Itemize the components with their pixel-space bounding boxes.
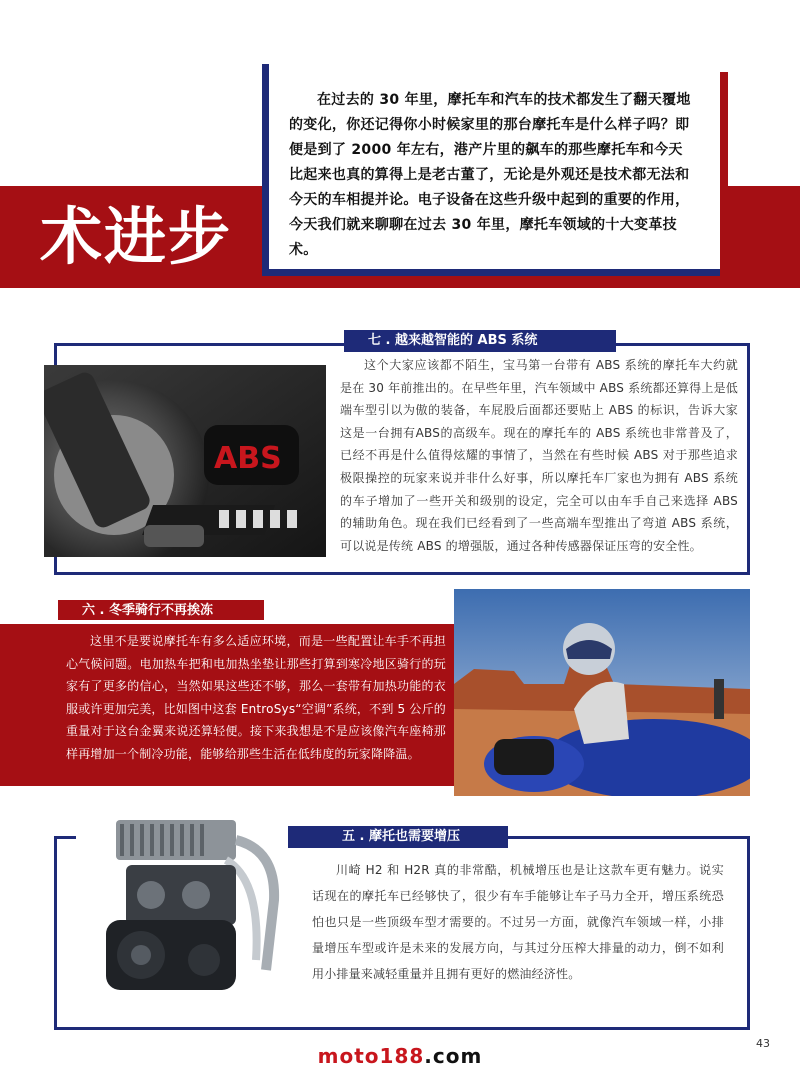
rider-desert-photo: [454, 589, 750, 796]
page-title: 术进步: [40, 200, 233, 273]
abs-logo-text: ABS: [214, 441, 282, 476]
section-abs-heading: 七 . 越来越智能的 ABS 系统: [344, 330, 616, 352]
intro-box: [262, 64, 720, 276]
page-number: 43: [756, 1037, 770, 1050]
site-logo-brand: moto188: [317, 1044, 425, 1068]
section-abs-body: 这个大家应该都不陌生，宝马第一台带有 ABS 系统的摩托车大约就是在 30 年前推出的。在早些年里，汽车领域中 ABS 系统都还算得上是低端车型引以为傲的装备，车屁股后面都还要贴上 ABS 的标识，告诉大家这是一台拥有ABS的高级车。现在的摩托车的 ABS 系统也非常普及了，已经不再是什么值得炫耀的事情了，当然在有些时候 ABS 对于那些追求极限操控的玩家来说并非什么好事，所以摩托车厂家也为拥有 ABS 系统的车子增加了一些开关和级别的设定，完全可以由车手自己来选择 ABS 的辅助角色。现在我们已经看到了一些高端车型推出了弯道 ABS 系统，可以说是传统 ABS 的增强版，通过各种传感器保证压弯的安全性。: [340, 358, 738, 553]
footer-site-logo[interactable]: [0, 1044, 800, 1068]
winter-red-strip: [0, 624, 56, 786]
turbo-engine-photo: [76, 810, 288, 1004]
section-winter-body: 这里不是要说摩托车有多么适应环境，而是一些配置让车手不再担心气候问题。电加热车把和电加热坐垫让那些打算到寒冷地区骑行的玩家有了更多的信心，当然如果这些还不够，那么一套带有加热功能的衣服或许更加完美，比如图中这套 EntroSys“空调”系统，不到 5 公斤的重量对于这台金翼来说还算轻便。接下来我想是不是应该像汽车座椅那样再增加一个制冷功能，能够给那些生活在低纬度的玩家降降温。: [66, 634, 446, 761]
site-logo-domain: .com: [424, 1044, 483, 1068]
section-turbo-body: 川崎 H2 和 H2R 真的非常酷，机械增压也是让这款车更有魅力。说实话现在的摩托车已经够快了，很少有车手能够让车子马力全开，增压系统恐怕也只是一些顶级车型才需要的。不过另一方面，就像汽车领域一样，小排量增压车型或许是未来的发展方向，与其过分压榨大排量的动力，倒不如利用小排量来减轻重量并且拥有更好的燃油经济性。: [312, 863, 724, 981]
abs-motorcycle-photo: [44, 365, 326, 557]
intro-paragraph: 在过去的 30 年里，摩托车和汽车的技术都发生了翻天覆地的变化，你还记得你小时候家里的那台摩托车是什么样子吗？即便是到了 2000 年左右，港产片里的飙车的那些摩托车和今天比起来也真的算得上是老古董了，无论是外观还是技术都无法和今天的车相提并论。电子设备在这些升级中起到的重要的作用，今天我们就来聊聊在过去 30 年里，摩托车领域的十大变革技术。: [289, 92, 691, 258]
section-winter-heading: 六 . 冬季骑行不再挨冻: [58, 600, 264, 622]
section-turbo-heading: 五 . 摩托也需要增压: [272, 826, 508, 848]
